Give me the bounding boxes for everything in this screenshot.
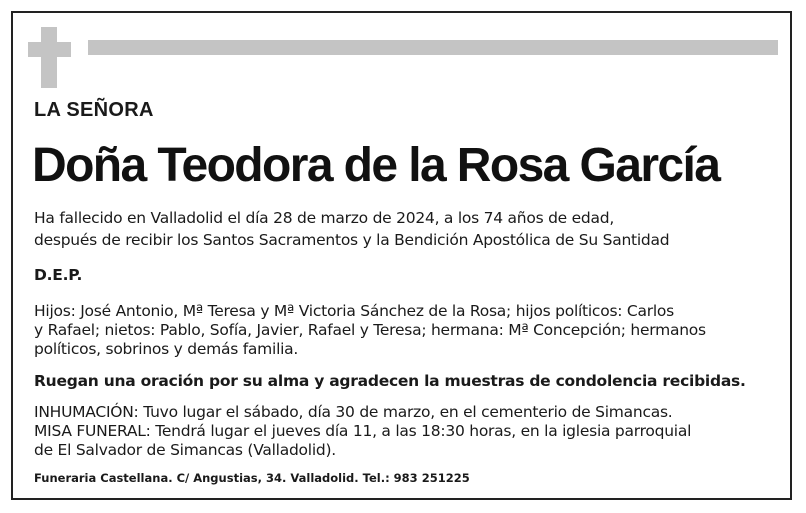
service-line-3: de El Salvador de Simancas (Valladolid). xyxy=(34,441,336,459)
pretitle: LA SEÑORA xyxy=(34,99,154,121)
family-line-3: políticos, sobrinos y demás familia. xyxy=(34,340,299,358)
funeral-home-footer: Funeraria Castellana. C/ Angustias, 34. Valladolid. Tel.: 983 251225 xyxy=(34,471,470,485)
death-line-1: Ha fallecido en Valladolid el día 28 de marzo de 2024, a los 74 años de edad, xyxy=(34,209,615,227)
death-line-2: después de recibir los Santos Sacramentos y la Bendición Apostólica de Su Santidad xyxy=(34,231,670,249)
deceased-name: Doña Teodora de la Rosa García xyxy=(32,139,720,192)
service-line-1: INHUMACIÓN: Tuvo lugar el sábado, día 30 de marzo, en el cementerio de Simancas. xyxy=(34,403,673,421)
service-line-2: MISA FUNERAL: Tendrá lugar el jueves día 11, a las 18:30 horas, en la iglesia parroquial xyxy=(34,422,692,440)
dep-text: D.E.P. xyxy=(34,266,83,284)
request-text: Ruegan una oración por su alma y agradecen la muestras de condolencia recibidas. xyxy=(34,372,746,390)
family-line-2: y Rafael; nietos: Pablo, Sofía, Javier, Rafael y Teresa; hermana: Mª Concepción; hermanos xyxy=(34,321,706,339)
decorative-header-bar xyxy=(88,40,778,55)
family-line-1: Hijos: José Antonio, Mª Teresa y Mª Victoria Sánchez de la Rosa; hijos políticos: Carlos xyxy=(34,302,674,320)
